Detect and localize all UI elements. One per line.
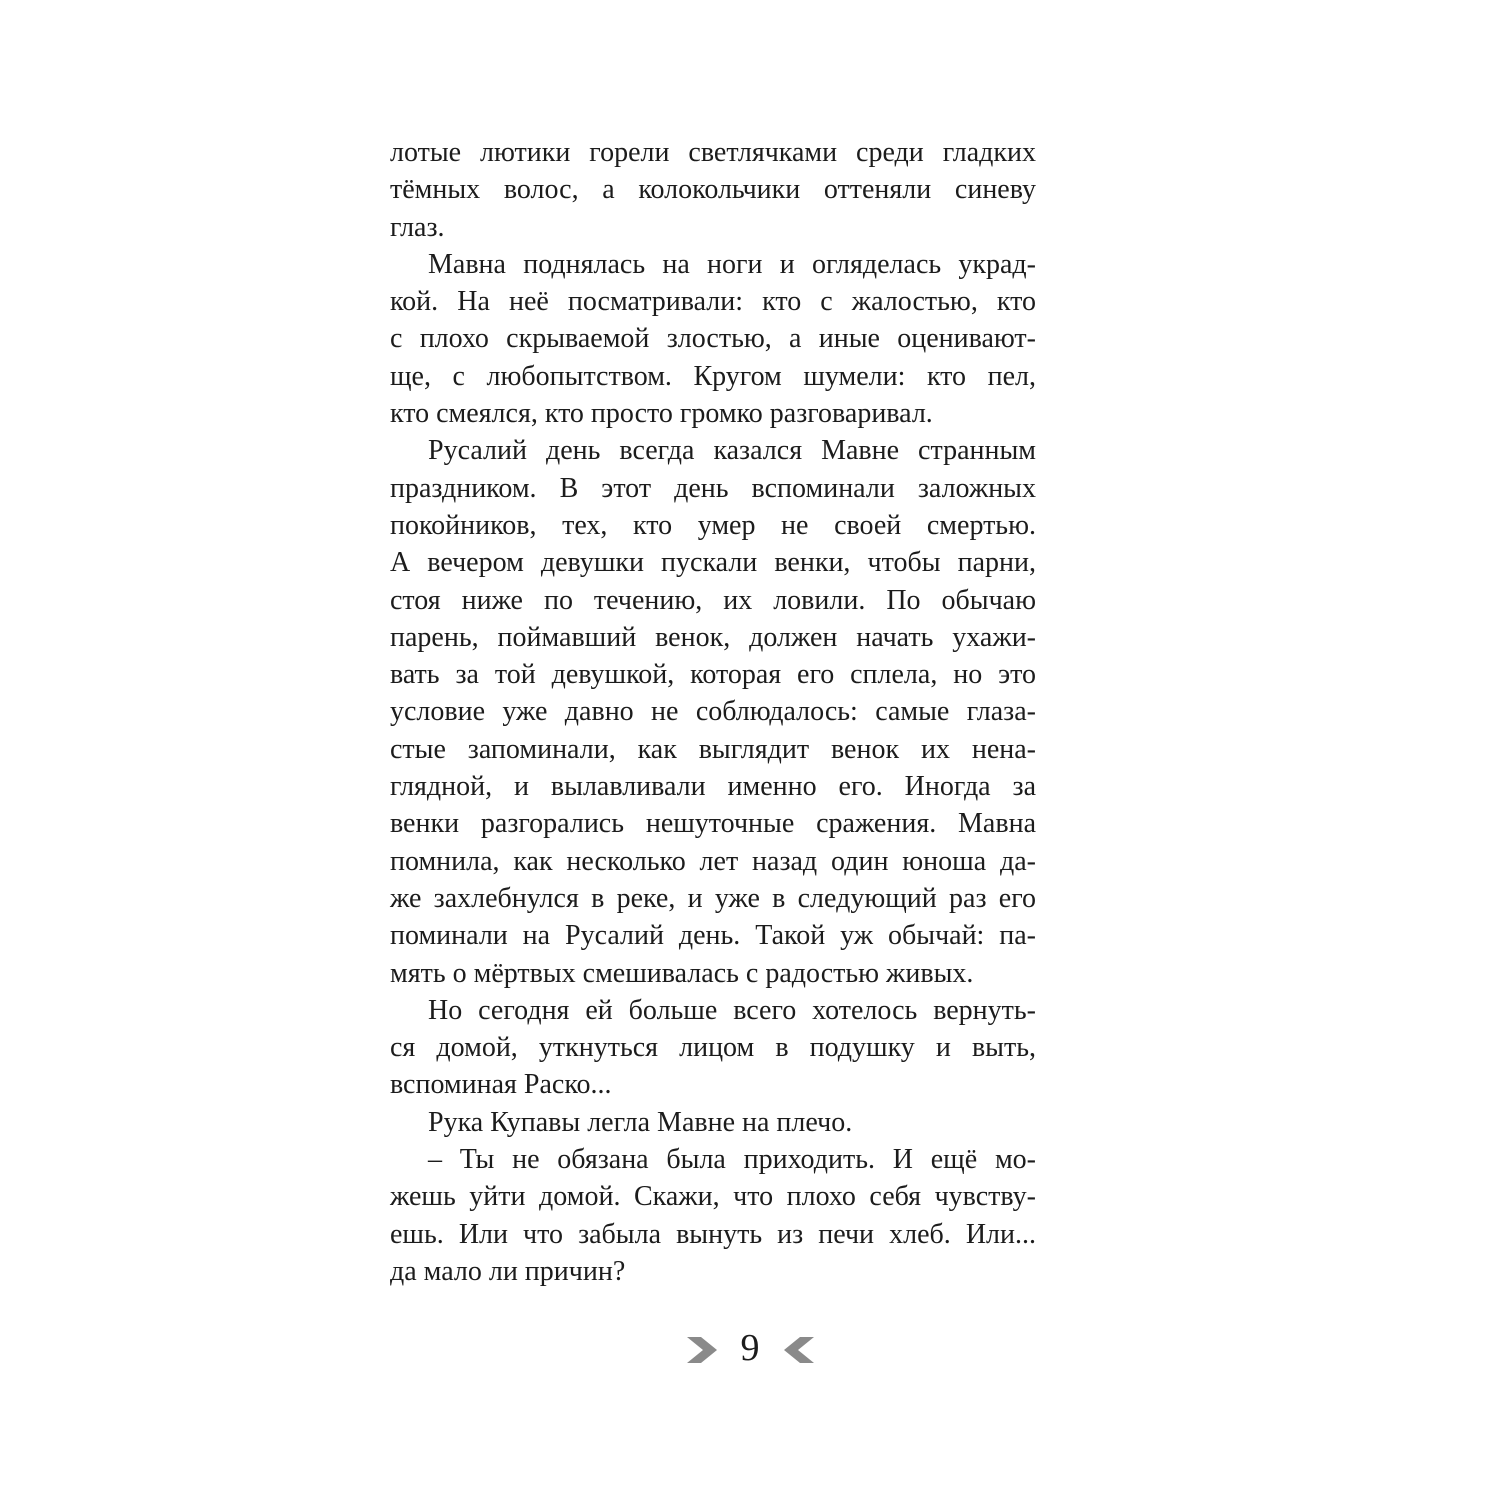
- text-line: Русалий день всегда казался Мавне странным: [428, 435, 1036, 467]
- text-line: вать за той девушкой, которая его сплела, но это: [390, 659, 1036, 691]
- chevron-left-icon: [782, 1333, 816, 1367]
- text-line: да мало ли причин?: [390, 1255, 626, 1287]
- text-line: ешь. Или что забыла вынуть из печи хлеб. Или...: [390, 1218, 1036, 1250]
- text-line: жешь уйти домой. Скажи, что плохо себя чувству-: [390, 1181, 1036, 1213]
- text-line: мять о мёртвых смешивалась с радостью живых.: [390, 957, 974, 989]
- text-line: праздником. В этот день вспоминали заложных: [390, 472, 1036, 504]
- text-line: кто смеялся, кто просто громко разговаривал.: [390, 398, 933, 430]
- text-line: глаз.: [390, 211, 445, 243]
- page-number: 9: [740, 1327, 760, 1369]
- text-line: – Ты не обязана была приходить. И ещё мо-: [428, 1144, 1036, 1176]
- text-line: помнила, как несколько лет назад один юноша да-: [390, 845, 1036, 877]
- page-footer: [0, 1322, 1500, 1378]
- text-line: поминали на Русалий день. Такой уж обычай: па-: [390, 920, 1036, 952]
- text-line: кой. На неё посматривали: кто с жалостью, кто: [390, 286, 1036, 318]
- text-line: А вечером девушки пускали венки, чтобы парни,: [390, 547, 1036, 579]
- text-line: глядной, и вылавливали именно его. Иногда за: [390, 771, 1036, 803]
- text-line: ся домой, уткнуться лицом в подушку и выть,: [390, 1032, 1036, 1064]
- text-line: парень, поймавший венок, должен начать ухажи-: [390, 621, 1036, 653]
- text-line: стоя ниже по течению, их ловили. По обычаю: [390, 584, 1036, 616]
- body-text: [390, 134, 1036, 1290]
- text-line: ще, с любопытством. Кругом шумели: кто пел,: [390, 360, 1036, 392]
- text-line: условие уже давно не соблюдалось: самые глаза-: [390, 696, 1036, 728]
- text-line: покойников, тех, кто умер не своей смертью.: [390, 509, 1036, 541]
- folio: [685, 1327, 816, 1369]
- text-line: же захлебнулся в реке, и уже в следующий раз его: [390, 882, 1036, 914]
- text-line: Мавна поднялась на ноги и огляделась украд-: [428, 248, 1036, 280]
- text-line: венки разгорались нешуточные сражения. Мавна: [390, 808, 1036, 840]
- text-line: Но сегодня ей больше всего хотелось вернуть-: [428, 994, 1036, 1026]
- text-line: с плохо скрываемой злостью, а иные оценивают-: [390, 323, 1036, 355]
- text-line: Рука Купавы легла Мавне на плечо.: [428, 1106, 853, 1138]
- text-line: стые запоминали, как выглядит венок их нена-: [390, 733, 1036, 765]
- text-line: лотые лютики горели светлячками среди гладких: [390, 137, 1036, 168]
- text-line: тёмных волос, а колокольчики оттеняли синеву: [390, 174, 1036, 206]
- text-line: вспоминая Раско...: [390, 1069, 612, 1101]
- chevron-right-icon: [685, 1333, 719, 1367]
